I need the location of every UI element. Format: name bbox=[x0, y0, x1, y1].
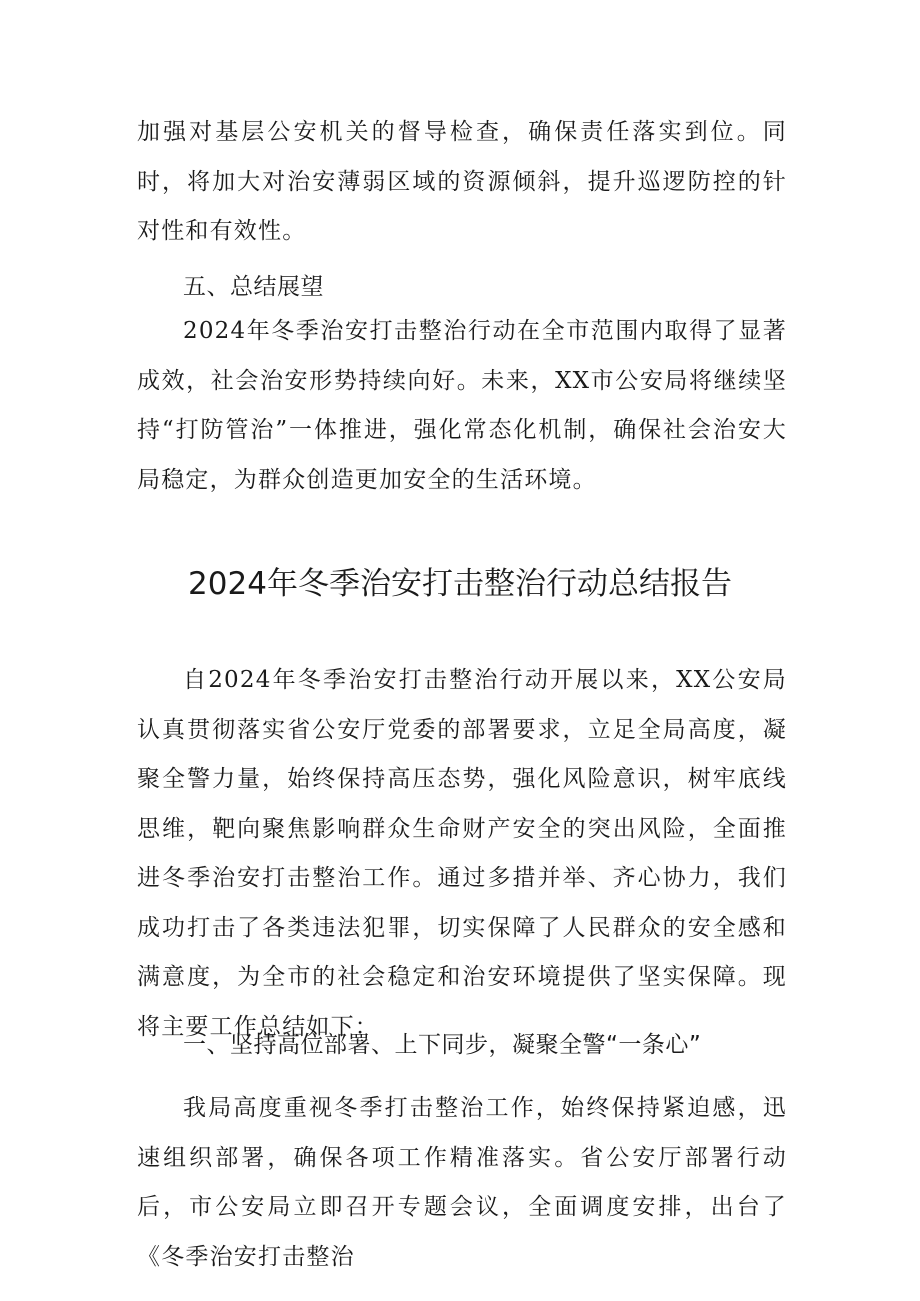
carryover-paragraph: 加强对基层公安机关的督导检查，确保责任落实到位。同时，将加大对治安薄弱区域的资源倾斜，提升巡逻防控的针对性和有效性。 bbox=[137, 119, 787, 244]
intro-paragraph: 自2024年冬季治安打击整治行动开展以来，XX公安局认真贯彻落实省公安厅党委的部署要求，立足全局高度，凝聚全警力量，始终保持高压态势，强化风险意识，树牢底线思维，靶向聚焦影响群众生命财产安全的突出风险，全面推进冬季治安打击整治工作。通过多措并举、齐心协力，我们成功打击了各类违法犯罪，切实保障了人民群众的安全感和满意度，为全市的社会稳定和治安环境提供了坚实保障。现将主要工作总结如下： bbox=[137, 667, 787, 1040]
summary-paragraph: 2024年冬季治安打击整治行动在全市范围内取得了显著成效，社会治安形势持续向好。未来，XX市公安局将继续坚持“打防管治”一体推进，强化常态化机制，确保社会治安大局稳定，为群众创造更加安全的生活环境。 bbox=[137, 318, 787, 493]
section-heading-one: 一、坚持高位部署、上下同步，凝聚全警“一条心” bbox=[183, 1032, 702, 1058]
report-title: 2024年冬季治安打击整治行动总结报告 bbox=[188, 566, 732, 602]
section-heading-summary-outlook: 五、总结展望 bbox=[183, 274, 324, 300]
section-one-paragraph: 我局高度重视冬季打击整治工作，始终保持紧迫感，迅速组织部署，确保各项工作精准落实。省公安厅部署行动后，市公安局立即召开专题会议，全面调度安排，出台了《冬季治安打击整治 bbox=[137, 1095, 787, 1270]
